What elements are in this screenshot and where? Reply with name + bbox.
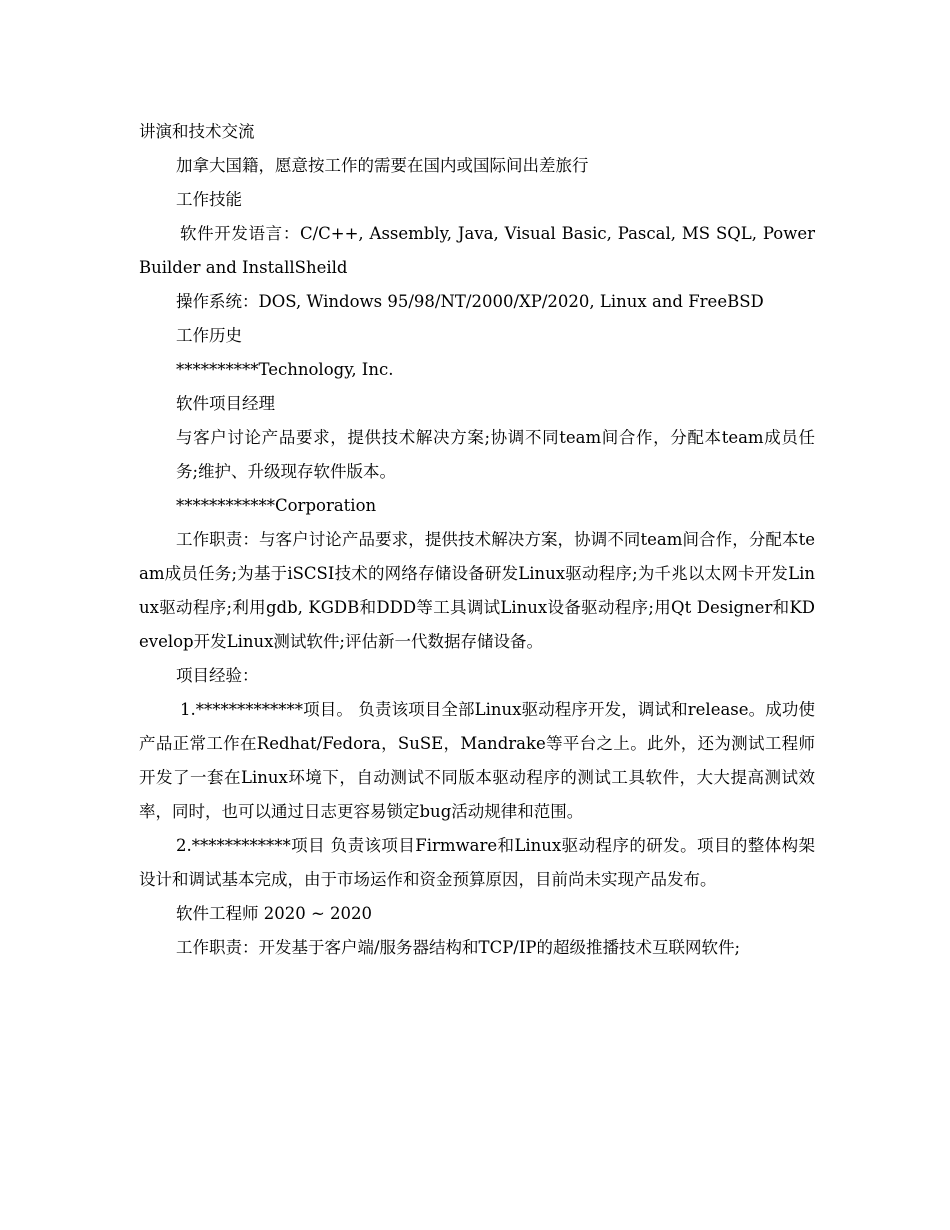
- paragraph-manager-duties: 与客户讨论产品要求，提供技术解决方案;协调不同team间合作，分配本team成员任务;维护、升级现存软件版本。: [176, 428, 815, 481]
- paragraph-os: 操作系统：DOS, Windows 95/98/NT/2000/XP/2020, Linux and FreeBSD: [176, 292, 764, 311]
- heading-work-history: 工作历史: [176, 326, 242, 345]
- heading-skills: 工作技能: [176, 190, 242, 209]
- company-technology: **********Technology, Inc.: [176, 360, 394, 379]
- paragraph-corporation-duties: 工作职责：与客户讨论产品要求，提供技术解决方案，协调不同team间合作，分配本team成员任务;为基于iSCSI技术的网络存储设备研发Linux驱动程序;为千兆以太网卡开发Linux驱动程序;利用gdb, KGDB和DDD等工具调试Linux设备驱动程序;用Qt Designer和KDevelop开发Linux测试软件;评估新一代数据存储设备。: [139, 530, 815, 651]
- document-body: [139, 115, 815, 965]
- heading-project-experience: 项目经验：: [176, 666, 259, 685]
- paragraph-nationality: 加拿大国籍，愿意按工作的需要在国内或国际间出差旅行: [176, 156, 589, 175]
- company-corporation: ************Corporation: [176, 496, 377, 515]
- job-title-manager: 软件项目经理: [176, 394, 275, 413]
- paragraph-engineer-duties: 工作职责：开发基于客户端/服务器结构和TCP/IP的超级推播技术互联网软件;: [176, 938, 741, 957]
- paragraph-project-2: 2.************项目 负责该项目Firmware和Linux驱动程序的研发。项目的整体构架设计和调试基本完成，由于市场运作和资金预算原因，目前尚未实现产品发布。: [139, 836, 815, 889]
- paragraph-project-1: 1.*************项目。 负责该项目全部Linux驱动程序开发，调试和release。成功使产品正常工作在Redhat/Fedora，SuSE，Mandrake等平台之上。此外，还为测试工程师开发了一套在Linux环境下，自动测试不同版本驱动程序的测试工具软件，大大提高测试效率，同时，也可以通过日志更容易锁定bug活动规律和范围。: [139, 700, 815, 821]
- paragraph-languages: 软件开发语言：C/C++, Assembly, Java, Visual Basic, Pascal, MS SQL, PowerBuilder and InstallSheild: [139, 224, 815, 277]
- paragraph-talks: 讲演和技术交流: [139, 122, 255, 141]
- job-title-engineer: 软件工程师 2020 ~ 2020: [176, 904, 373, 923]
